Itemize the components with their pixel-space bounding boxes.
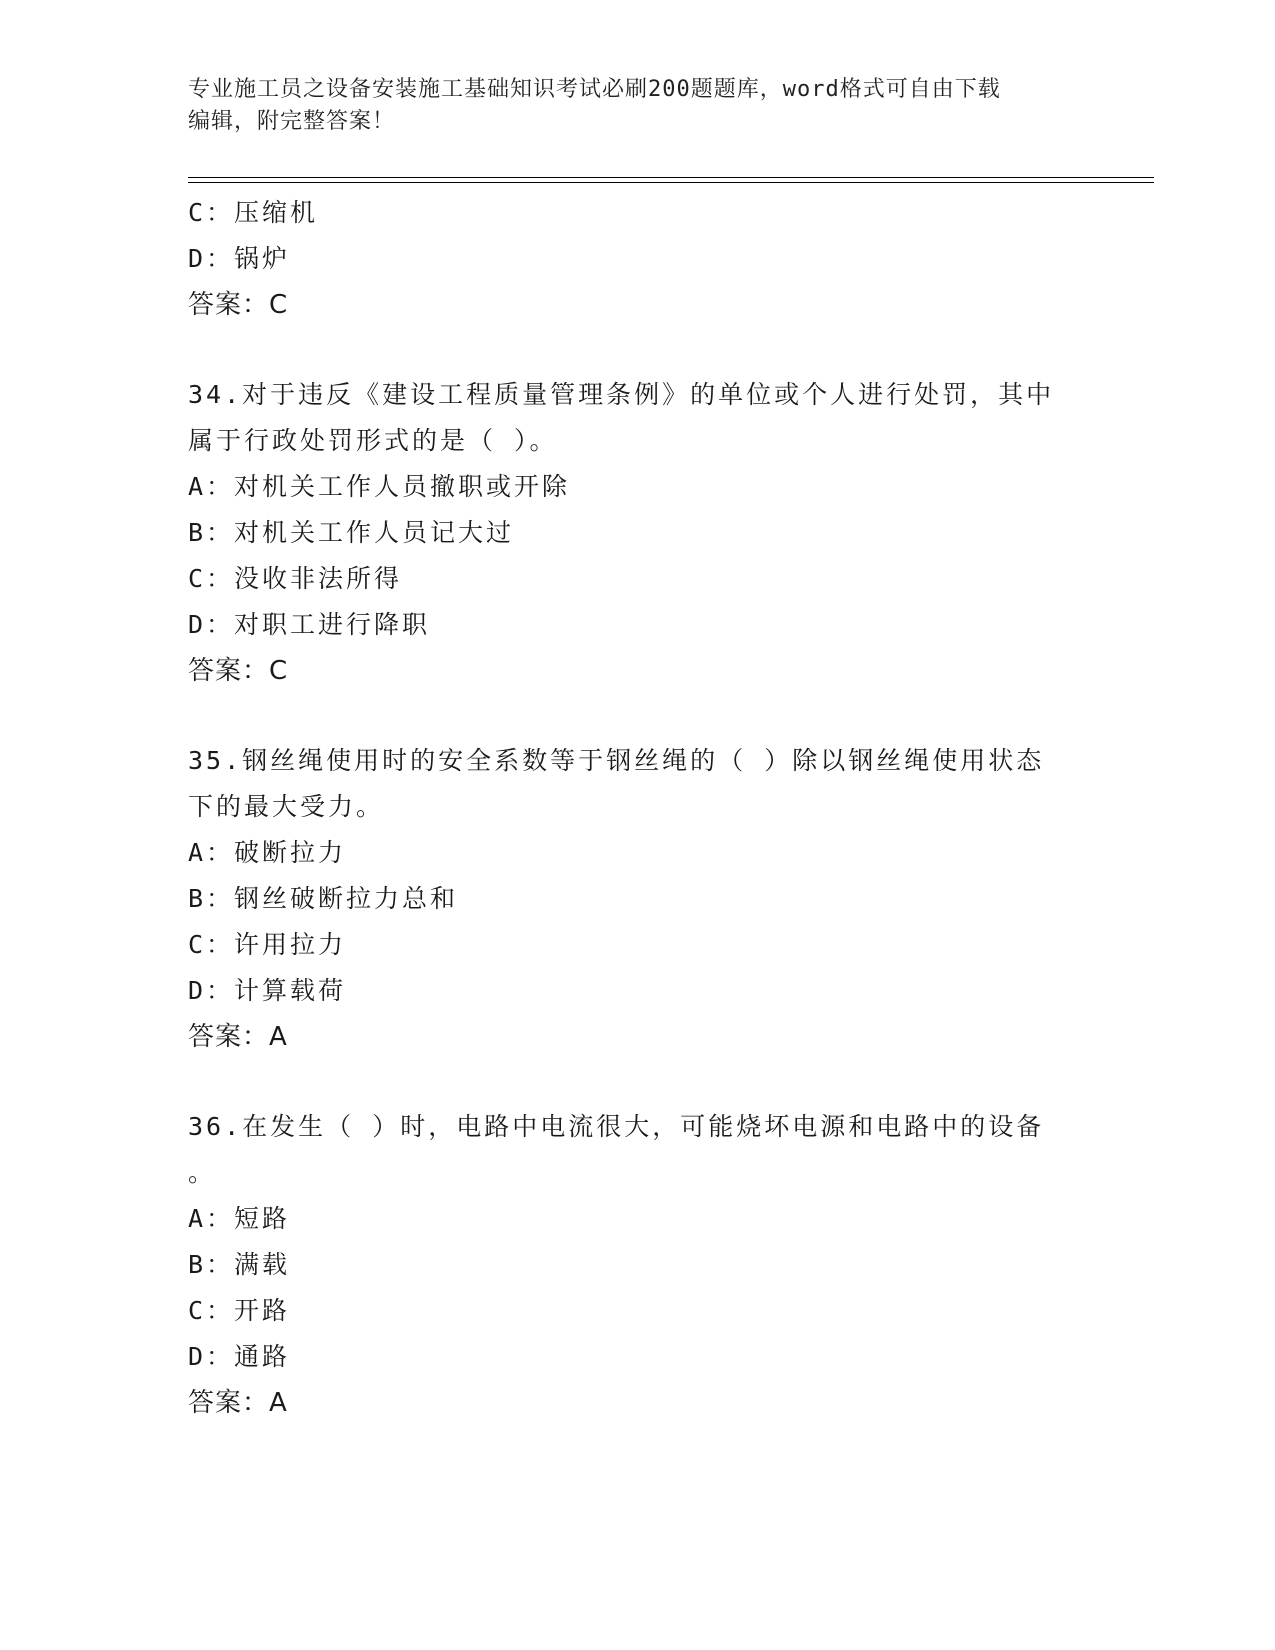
- option-c: C：压缩机: [188, 198, 319, 227]
- question-stem-line-1: 35.钢丝绳使用时的安全系数等于钢丝绳的（ ）除以钢丝绳使用状态: [188, 746, 1045, 775]
- option-b: B：钢丝破断拉力总和: [188, 884, 459, 913]
- option-b: B：对机关工作人员记大过: [188, 518, 515, 547]
- option-a: A：破断拉力: [188, 838, 347, 867]
- option-c: C：许用拉力: [188, 930, 347, 959]
- option-d: D：锅炉: [188, 244, 291, 273]
- option-c: C：开路: [188, 1296, 291, 1325]
- question-stem-line-2: 属于行政处罚形式的是（ ）。: [188, 426, 558, 455]
- option-b: B：满载: [188, 1250, 291, 1279]
- document-header: [188, 74, 1088, 138]
- header-line-1: 专业施工员之设备安装施工基础知识考试必刷200题题库，word格式可自由下载: [188, 77, 1001, 102]
- question-33: [188, 190, 1088, 328]
- header-line-2: 编辑，附完整答案！: [188, 109, 396, 134]
- question-stem-line-2: 。: [188, 1158, 217, 1187]
- answer: 答案：C: [188, 656, 289, 686]
- question-36: [188, 1104, 1088, 1426]
- question-list: [188, 190, 1088, 1426]
- option-a: A：短路: [188, 1204, 291, 1233]
- option-d: D：计算载荷: [188, 976, 347, 1005]
- question-35: [188, 738, 1088, 1060]
- answer: 答案：A: [188, 1022, 288, 1052]
- option-d: D：通路: [188, 1342, 291, 1371]
- question-34: [188, 372, 1088, 694]
- option-c: C：没收非法所得: [188, 564, 403, 593]
- answer: 答案：C: [188, 290, 289, 320]
- question-stem-line-2: 下的最大受力。: [188, 792, 385, 821]
- header-rule-bottom: [188, 182, 1154, 183]
- question-stem-line-1: 36.在发生（ ）时，电路中电流很大，可能烧坏电源和电路中的设备: [188, 1112, 1045, 1141]
- question-stem-line-1: 34.对于违反《建设工程质量管理条例》的单位或个人进行处罚，其中: [188, 380, 1055, 409]
- header-rule-top: [188, 177, 1154, 178]
- option-a: A：对机关工作人员撤职或开除: [188, 472, 571, 501]
- answer: 答案：A: [188, 1388, 288, 1418]
- option-d: D：对职工进行降职: [188, 610, 431, 639]
